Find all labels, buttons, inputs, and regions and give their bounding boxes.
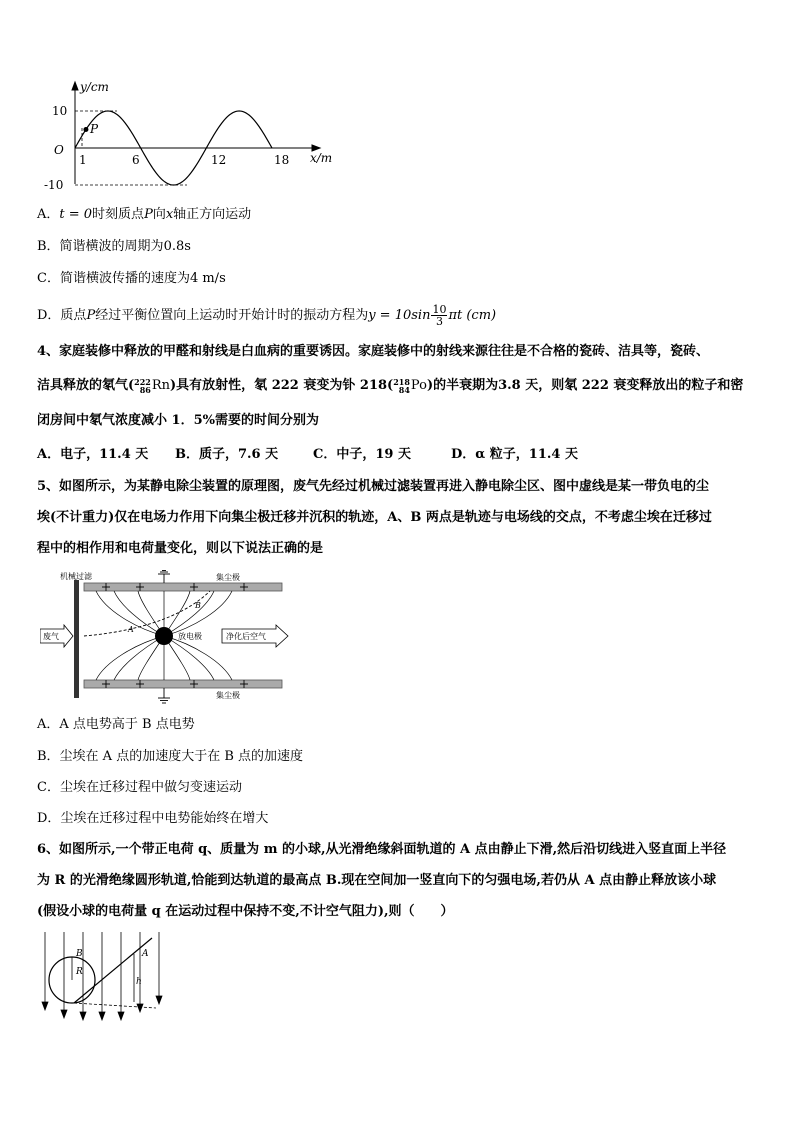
q6-stem-line-2: 为 R 的光滑绝缘圆形轨道,恰能到达轨道的最高点 B.现在空间加一竖直向下的匀强电场,若仍从 A 点由静止释放该小球 <box>37 873 717 888</box>
y-tick-10: 10 <box>52 104 68 118</box>
filter-label: 机械过滤 <box>60 572 92 581</box>
label-h: h <box>136 977 142 987</box>
x-tick-6: 6 <box>132 153 140 167</box>
q3-option-b: B．简谐横波的周期为0.8s <box>37 239 191 254</box>
discharge-electrode <box>155 627 173 645</box>
electrode-label: 放电极 <box>178 632 202 641</box>
point-p-label: P <box>90 122 99 136</box>
label-a: A <box>142 949 149 959</box>
q4-option-a: A．电子，11.4 天 <box>37 447 149 462</box>
q5-option-c: C．尘埃在迁移过程中做匀变速运动 <box>37 780 242 795</box>
q4-option-c: C．中子，19 天 <box>313 447 411 462</box>
point-b-label: B <box>195 601 201 610</box>
q5-stem-line-1: 5、如图所示，为某静电除尘装置的原理图，废气先经过机械过滤装置再进入静电除尘区、图中虚线是某一带负电的尘 <box>37 479 710 494</box>
collector-top-label: 集尘极 <box>216 573 240 582</box>
ground-dashed <box>74 1003 156 1008</box>
outlet-label: 净化后空气 <box>226 632 266 641</box>
q4-option-b: B．质子，7.6 天 <box>175 447 279 462</box>
q6-stem-line-1: 6、如图所示,一个带正电荷 q、质量为 m 的小球,从光滑绝缘斜面轨道的 A 点由静止下滑,然后沿切线进入竖直面上半径 <box>37 842 727 857</box>
x-axis-label: x/m <box>310 151 333 165</box>
inlet-label: 废气 <box>43 632 59 641</box>
q3-option-c: C．简谐横波传播的速度为4 m/s <box>37 271 226 286</box>
electrostatic-precipitator-figure <box>40 570 290 708</box>
q5-stem-line-3: 程中的相作用和电荷量变化，则以下说法正确的是 <box>37 541 324 556</box>
q5-option-a: A．A 点电势高于 B 点电势 <box>37 717 195 732</box>
wave-figure <box>40 78 340 198</box>
q5-option-d: D．尘埃在迁移过程中电势能始终在增大 <box>37 811 269 826</box>
q5-option-b: B．尘埃在 A 点的加速度大于在 B 点的加速度 <box>37 749 304 764</box>
omega-fraction: $\frac{10}{3}$ <box>432 303 447 328</box>
q4-options <box>37 446 578 464</box>
mechanical-filter <box>74 580 79 698</box>
q4-stem-line-3: 闭房间中氡气浓度减小 1．5%需要的时间分别为 <box>37 413 319 428</box>
q3-option-a: A．t = 0时刻质点P向x轴正方向运动 <box>37 207 252 222</box>
circular-track-figure <box>38 930 178 1030</box>
point-a-label: A <box>128 625 134 634</box>
dust-trajectory <box>84 591 210 636</box>
x-tick-1: 1 <box>79 153 87 167</box>
q4-stem-line-2: 洁具释放的氡气( 222 86 Rn)具有放射性，氡 222 衰变为钋 218( 218 84 Po)的半衰期为3.8 天，则氡 222 衰变释放出的粒子和密 <box>37 376 744 395</box>
q4-option-d: D．α 粒子，11.4 天 <box>451 447 578 462</box>
x-tick-12: 12 <box>211 153 227 167</box>
q6-stem-line-3: (假设小球的电荷量 q 在运动过程中保持不变,不计空气阻力),则（ ） <box>37 904 454 919</box>
y-axis-label: y/cm <box>80 80 109 94</box>
label-b: B <box>76 949 83 959</box>
collector-plate-bottom <box>84 680 282 688</box>
collector-bottom-label: 集尘极 <box>216 691 240 700</box>
y-axis-arrow <box>72 82 78 90</box>
q3-option-d: D．质点P经过平衡位置向上运动时开始计时的振动方程为y = 10sin $\frac{10}{3}$ πt (cm) <box>37 303 497 328</box>
y-tick-neg10: -10 <box>44 178 64 192</box>
origin-label: O <box>54 143 64 157</box>
label-r: R <box>76 967 83 977</box>
collector-plate-top <box>84 583 282 591</box>
rn-nuclide: 222 86 <box>134 376 151 395</box>
po-nuclide: 218 84 <box>393 376 410 395</box>
q5-stem-line-2: 埃(不计重力)仅在电场力作用下向集尘极迁移并沉积的轨迹，A、B 两点是轨迹与电场线的交点，不考虑尘埃在迁移过 <box>37 510 712 525</box>
q4-stem-line-1: 4、家庭装修中释放的甲醛和射线是白血病的重要诱因。家庭装修中的射线来源往往是不合格的瓷砖、洁具等，瓷砖、 <box>37 344 710 359</box>
x-tick-18: 18 <box>274 153 290 167</box>
wave-axes <box>72 82 320 184</box>
point-p-marker <box>83 127 88 132</box>
